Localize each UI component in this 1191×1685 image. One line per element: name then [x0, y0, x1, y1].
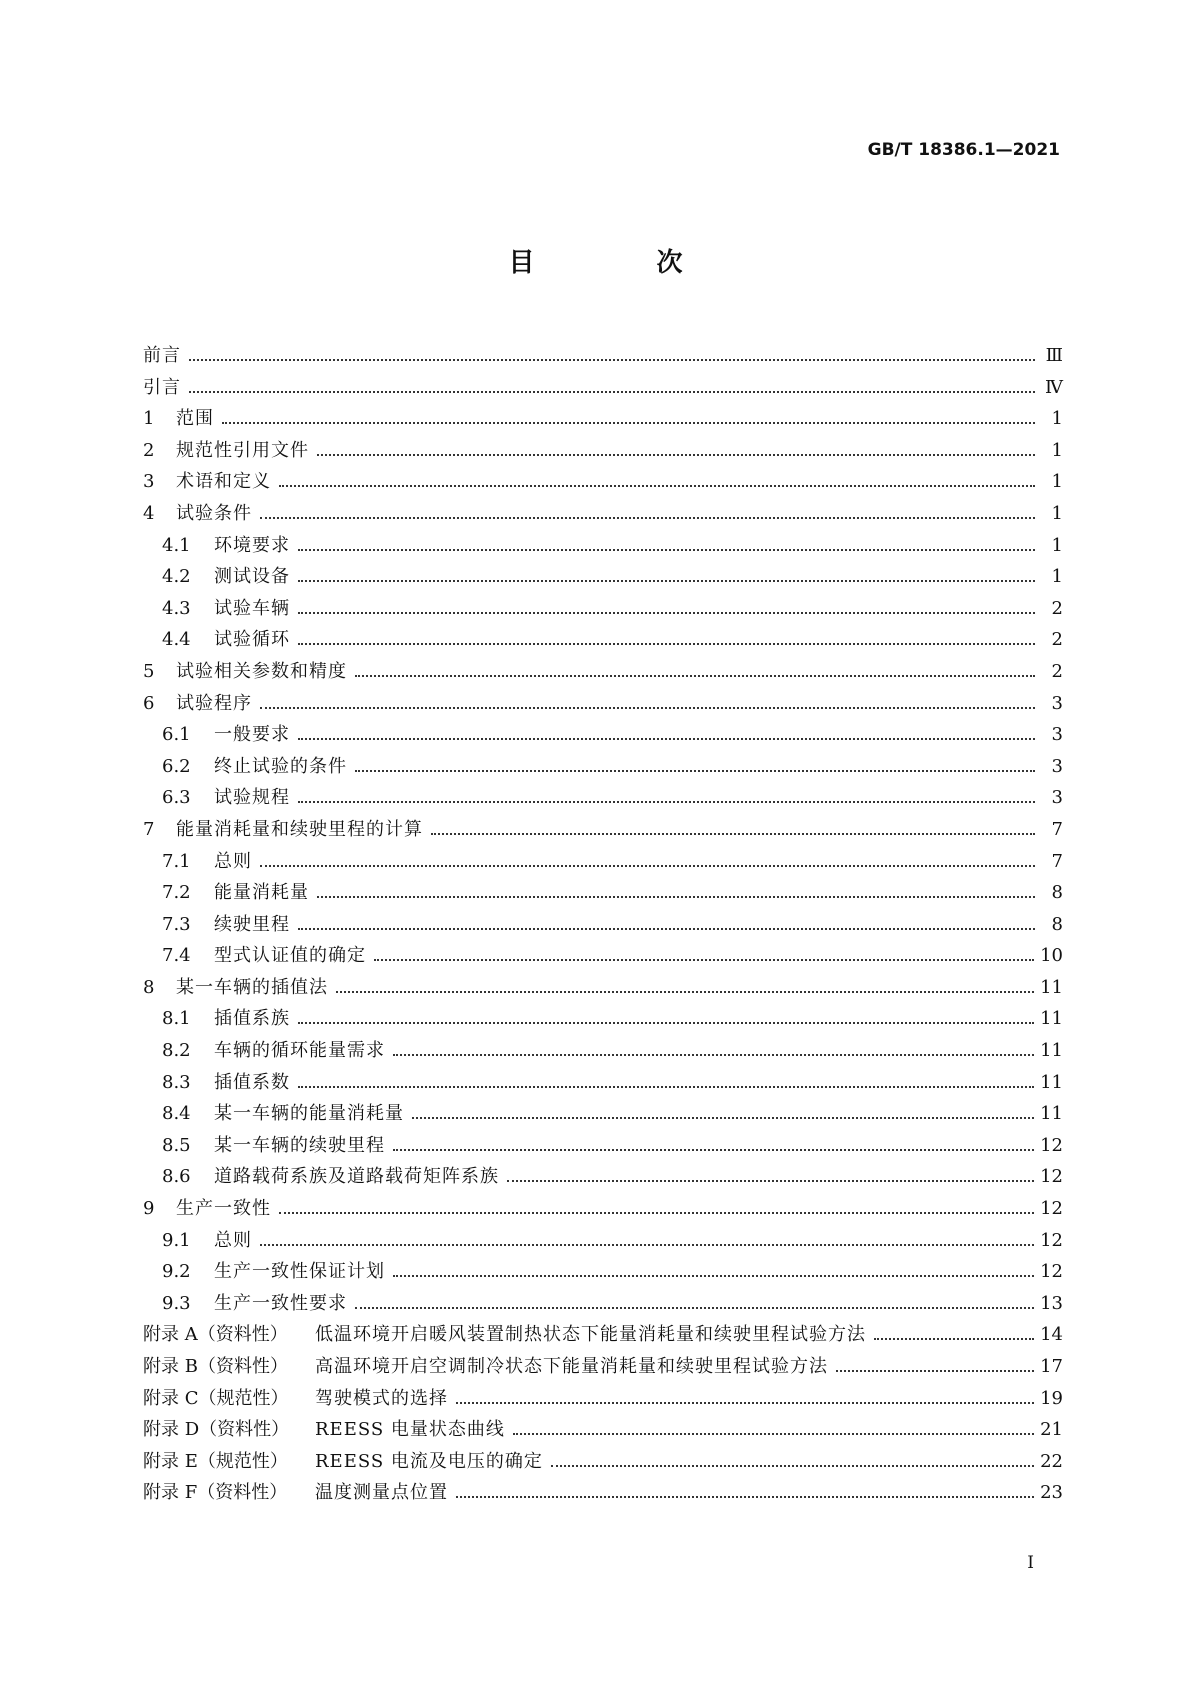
toc-entry[interactable]	[143, 1414, 1063, 1446]
toc-entry-page: 23	[1040, 1482, 1063, 1504]
toc-dot-leader	[260, 1243, 1034, 1246]
toc-entry[interactable]	[143, 1383, 1063, 1415]
toc-entry-page: 11	[1040, 1103, 1063, 1125]
toc-dot-leader	[298, 548, 1035, 551]
toc-entry[interactable]	[143, 782, 1063, 814]
toc-entry-title: 规范性引用文件	[176, 439, 309, 461]
page-number: I	[1027, 1553, 1034, 1573]
toc-entry-title: REESS 电流及电压的确定	[315, 1450, 543, 1472]
toc-entry-page: 8	[1051, 913, 1063, 935]
toc-entry-title: 插值系族	[214, 1008, 290, 1030]
toc-entry-number: 7.4	[162, 945, 191, 967]
toc-dot-leader	[412, 1116, 1034, 1119]
toc-entry[interactable]	[143, 1161, 1063, 1193]
toc-dot-leader	[279, 1211, 1034, 1214]
toc-dot-leader	[456, 1495, 1034, 1498]
toc-entry-page: 14	[1040, 1324, 1063, 1346]
toc-entry-title: 试验条件	[176, 502, 252, 524]
toc-entry-title: 能量消耗量	[214, 882, 309, 904]
toc-entry-page: 12	[1040, 1229, 1063, 1251]
toc-entry-page: Ⅲ	[1045, 345, 1063, 366]
toc-entry[interactable]	[143, 719, 1063, 751]
toc-entry-title: 术语和定义	[176, 471, 271, 493]
toc-entry-number: 7.2	[162, 882, 191, 904]
toc-entry-number: 4.2	[162, 566, 191, 588]
toc-entry[interactable]	[143, 435, 1063, 467]
toc-entry-number: 4	[143, 502, 155, 524]
toc-dot-leader	[874, 1337, 1034, 1340]
toc-entry-number: 附录 E（规范性）	[143, 1450, 288, 1472]
toc-dot-leader	[189, 358, 1035, 361]
toc-entry-title: 某一车辆的能量消耗量	[214, 1103, 404, 1125]
toc-entry-number: 附录 D（资料性）	[143, 1419, 290, 1441]
toc-entry-number: 7.1	[162, 850, 191, 872]
toc-dot-leader	[374, 958, 1034, 961]
toc-entry-number: 4.1	[162, 534, 191, 556]
toc-entry[interactable]	[143, 403, 1063, 435]
toc-entry-page: 17	[1040, 1356, 1063, 1377]
toc-entry-title: 车辆的循环能量需求	[214, 1040, 385, 1062]
toc-entry[interactable]	[143, 688, 1063, 720]
toc-entry-page: 1	[1051, 408, 1063, 430]
toc-entry-number: 4.3	[162, 597, 191, 619]
toc-dot-leader	[298, 1085, 1034, 1088]
toc-entry-title: 总则	[214, 1229, 252, 1251]
toc-dot-leader	[279, 484, 1035, 487]
toc-entry-number: 8.3	[162, 1071, 191, 1093]
toc-entry-title: 生产一致性保证计划	[214, 1261, 385, 1283]
toc-entry-number: 1	[143, 408, 155, 430]
toc-entry-number: 6.3	[162, 787, 191, 809]
toc-entry-number: 2	[143, 439, 155, 461]
toc-entry-page: 7	[1051, 850, 1063, 872]
toc-dot-leader	[298, 1021, 1034, 1024]
toc-entry[interactable]	[143, 372, 1063, 404]
toc-entry-number: 附录 F（资料性）	[143, 1482, 288, 1504]
table-of-contents	[143, 340, 1063, 1509]
toc-entry[interactable]	[143, 624, 1063, 656]
toc-entry-number: 8.6	[162, 1166, 191, 1188]
toc-dot-leader	[336, 990, 1034, 993]
toc-entry-title: 总则	[214, 850, 252, 872]
toc-entry-page: Ⅳ	[1045, 376, 1063, 398]
toc-entry[interactable]	[143, 1256, 1063, 1288]
toc-entry-title: 试验程序	[176, 692, 252, 714]
toc-entry-page: 3	[1051, 692, 1063, 714]
toc-entry[interactable]	[143, 1098, 1063, 1130]
toc-entry-number: 9	[143, 1198, 155, 1220]
toc-entry-title: 终止试验的条件	[214, 755, 347, 777]
toc-entry-title: 测试设备	[214, 566, 290, 588]
toc-dot-leader	[298, 737, 1035, 740]
toc-dot-leader	[189, 390, 1035, 393]
toc-dot-leader	[222, 421, 1035, 424]
toc-entry-page: 19	[1040, 1387, 1063, 1409]
toc-dot-leader	[431, 832, 1035, 835]
toc-entry-number: 5	[143, 660, 155, 682]
toc-dot-leader	[260, 516, 1035, 519]
toc-dot-leader	[513, 1432, 1034, 1435]
toc-entry-page: 21	[1040, 1419, 1063, 1441]
toc-entry-page: 22	[1040, 1450, 1063, 1472]
toc-entry-title: 前言	[143, 345, 181, 366]
toc-entry-number: 7	[143, 818, 155, 840]
toc-entry-title: 型式认证值的确定	[214, 945, 366, 967]
toc-entry[interactable]	[143, 1288, 1063, 1320]
toc-entry-page: 3	[1051, 724, 1063, 746]
toc-dot-leader	[355, 1306, 1034, 1309]
toc-entry-page: 11	[1040, 1008, 1063, 1030]
toc-entry-title: 环境要求	[214, 534, 290, 556]
toc-entry[interactable]	[143, 751, 1063, 783]
toc-entry-page: 2	[1051, 660, 1063, 682]
toc-dot-leader	[298, 579, 1035, 582]
toc-entry[interactable]	[143, 1193, 1063, 1225]
toc-entry-page: 12	[1040, 1166, 1063, 1188]
toc-entry-number: 附录 C（规范性）	[143, 1387, 289, 1409]
toc-entry-title: 某一车辆的续驶里程	[214, 1134, 385, 1156]
toc-entry-number: 附录 A（资料性）	[143, 1324, 288, 1346]
toc-entry-title: 温度测量点位置	[315, 1482, 448, 1504]
toc-entry-title: 低温环境开启暖风装置制热状态下能量消耗量和续驶里程试验方法	[315, 1324, 866, 1346]
toc-entry[interactable]	[143, 814, 1063, 846]
toc-dot-leader	[298, 611, 1035, 614]
toc-entry-title: 高温环境开启空调制冷状态下能量消耗量和续驶里程试验方法	[315, 1356, 828, 1377]
toc-dot-leader	[260, 706, 1035, 709]
toc-entry-number: 9.1	[162, 1229, 191, 1251]
toc-entry[interactable]	[143, 561, 1063, 593]
toc-entry[interactable]	[143, 340, 1063, 372]
toc-entry-number: 9.2	[162, 1261, 191, 1283]
toc-entry[interactable]	[143, 1319, 1063, 1351]
toc-entry-title: 范围	[176, 408, 214, 430]
toc-entry-number: 9.3	[162, 1292, 191, 1314]
toc-entry-number: 3	[143, 471, 155, 493]
toc-entry[interactable]	[143, 1130, 1063, 1162]
toc-entry-number: 8.2	[162, 1040, 191, 1062]
toc-entry-page: 10	[1040, 945, 1063, 967]
toc-entry-page: 11	[1040, 976, 1063, 998]
toc-entry[interactable]	[143, 877, 1063, 909]
toc-dot-leader	[317, 895, 1035, 898]
toc-entry[interactable]	[143, 1225, 1063, 1257]
toc-entry-number: 8.4	[162, 1103, 191, 1125]
toc-entry[interactable]	[143, 1035, 1063, 1067]
toc-entry[interactable]	[143, 972, 1063, 1004]
toc-entry-title: REESS 电量状态曲线	[315, 1419, 505, 1441]
toc-entry[interactable]	[143, 593, 1063, 625]
toc-entry-number: 4.4	[162, 629, 191, 651]
toc-dot-leader	[317, 453, 1035, 456]
toc-entry-number: 6	[143, 692, 155, 714]
toc-entry-title: 道路载荷系族及道路载荷矩阵系族	[214, 1166, 499, 1188]
toc-entry-number: 8	[143, 976, 155, 998]
toc-entry-page: 11	[1040, 1040, 1063, 1062]
toc-entry-title: 某一车辆的插值法	[176, 976, 328, 998]
toc-entry[interactable]	[143, 656, 1063, 688]
toc-entry-page: 1	[1051, 566, 1063, 588]
toc-dot-leader	[393, 1274, 1034, 1277]
toc-entry-page: 1	[1051, 471, 1063, 493]
toc-entry-number: 附录 B（资料性）	[143, 1356, 288, 1377]
toc-entry-title: 试验规程	[214, 787, 290, 809]
toc-entry-title: 续驶里程	[214, 913, 290, 935]
toc-entry[interactable]	[143, 1067, 1063, 1099]
toc-dot-leader	[260, 864, 1035, 867]
toc-entry-page: 3	[1051, 787, 1063, 809]
toc-entry-title: 引言	[143, 376, 181, 398]
toc-entry-page: 11	[1040, 1071, 1063, 1093]
toc-entry-title: 一般要求	[214, 724, 290, 746]
toc-entry-title: 能量消耗量和续驶里程的计算	[176, 818, 423, 840]
toc-dot-leader	[298, 927, 1035, 930]
toc-dot-leader	[298, 642, 1035, 645]
toc-entry-title: 试验车辆	[214, 597, 290, 619]
toc-entry-page: 1	[1051, 534, 1063, 556]
page-title: 目 次	[508, 248, 731, 278]
toc-entry-page: 3	[1051, 755, 1063, 777]
toc-entry[interactable]	[143, 1477, 1063, 1509]
toc-entry[interactable]	[143, 1003, 1063, 1035]
standard-code: GB/T 18386.1—2021	[867, 140, 1060, 160]
toc-entry-page: 12	[1040, 1134, 1063, 1156]
toc-entry-page: 2	[1051, 597, 1063, 619]
toc-entry-page: 1	[1051, 502, 1063, 524]
toc-entry-title: 生产一致性要求	[214, 1292, 347, 1314]
toc-entry-page: 7	[1051, 818, 1063, 840]
toc-entry[interactable]	[143, 940, 1063, 972]
toc-entry-number: 8.5	[162, 1134, 191, 1156]
toc-dot-leader	[393, 1148, 1034, 1151]
toc-entry-page: 13	[1040, 1292, 1063, 1314]
toc-entry[interactable]	[143, 530, 1063, 562]
toc-dot-leader	[456, 1401, 1034, 1404]
toc-entry-title: 插值系数	[214, 1071, 290, 1093]
toc-dot-leader	[355, 674, 1035, 677]
toc-entry[interactable]	[143, 498, 1063, 530]
toc-entry-number: 6.1	[162, 724, 191, 746]
toc-entry-page: 12	[1040, 1198, 1063, 1220]
toc-entry-number: 8.1	[162, 1008, 191, 1030]
toc-entry[interactable]	[143, 846, 1063, 878]
toc-entry[interactable]	[143, 466, 1063, 498]
toc-dot-leader	[551, 1464, 1034, 1467]
toc-entry-title: 生产一致性	[176, 1198, 271, 1220]
toc-entry[interactable]	[143, 909, 1063, 941]
toc-dot-leader	[298, 800, 1035, 803]
toc-entry-title: 驾驶模式的选择	[315, 1387, 448, 1409]
toc-entry-number: 6.2	[162, 755, 191, 777]
toc-entry-title: 试验循环	[214, 629, 290, 651]
toc-entry-page: 1	[1051, 439, 1063, 461]
toc-entry-title: 试验相关参数和精度	[176, 660, 347, 682]
toc-dot-leader	[507, 1179, 1034, 1182]
toc-entry[interactable]	[143, 1446, 1063, 1478]
toc-entry-page: 2	[1051, 629, 1063, 651]
toc-entry-number: 7.3	[162, 913, 191, 935]
toc-entry-page: 12	[1040, 1261, 1063, 1283]
toc-entry-page: 8	[1051, 882, 1063, 904]
toc-entry[interactable]	[143, 1351, 1063, 1383]
toc-dot-leader	[355, 769, 1035, 772]
toc-dot-leader	[836, 1369, 1034, 1372]
toc-dot-leader	[393, 1053, 1034, 1056]
